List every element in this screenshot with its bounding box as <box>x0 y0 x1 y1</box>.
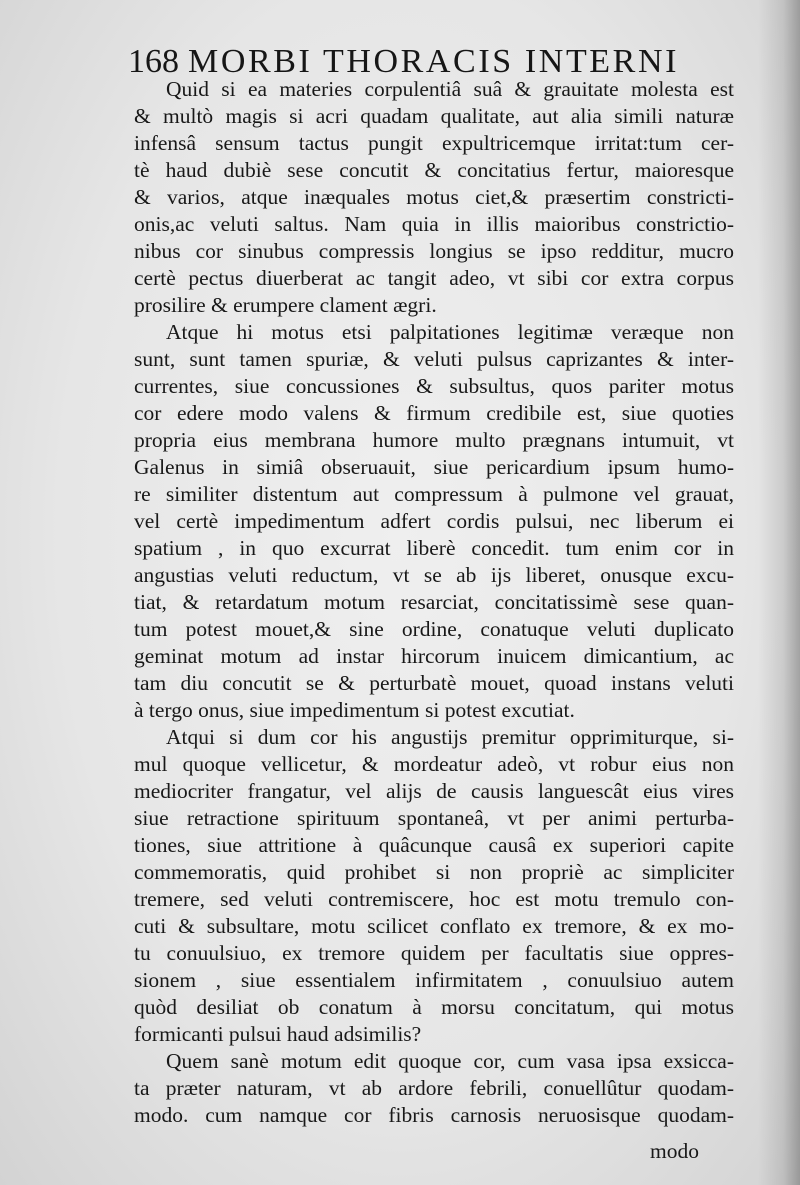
text-line: mul quoque vellicetur, & mordeatur adeò, vt robur eius non <box>134 752 734 776</box>
text-line: modo. cum namque cor fibris carnosis neruosisque quodam- <box>134 1103 734 1127</box>
text-line: Atque hi motus etsi palpitationes legitimæ veræque non <box>166 320 734 344</box>
text-line: nibus cor sinubus compressis longius se ipso redditur, mucro <box>134 239 734 263</box>
text-line: & varios, atque inæquales motus ciet,& præsertim constricti- <box>134 185 734 209</box>
text-line: certè pectus diuerberat ac tangit adeo, vt sibi cor extra corpus <box>134 266 734 290</box>
text-line: tam diu concutit se & perturbatè mouet, quoad instans veluti <box>134 671 734 695</box>
text-line: tiat, & retardatum motum resarciat, concitatissimè sese quan- <box>134 590 734 614</box>
text-line: propria eius membrana humore multo prægnans intumuit, vt <box>134 428 734 452</box>
text-line: currentes, siue concussiones & subsultus, quos pariter motus <box>134 374 734 398</box>
text-line: geminat motum ad instar hircorum inuicem dimicantium, ac <box>134 644 734 668</box>
text-line: & multò magis si acri quadam qualitate, aut alia simili naturæ <box>134 104 734 128</box>
text-line: prosilire & erumpere clament ægri. <box>134 293 437 317</box>
text-line: tum potest mouet,& sine ordine, conatuque veluti duplicato <box>134 617 734 641</box>
text-line: ta præter naturam, vt ab ardore febrili, conuellûtur quodam- <box>134 1076 734 1100</box>
text-line: spatium , in quo excurrat liberè concedit. tum enim cor in <box>134 536 734 560</box>
text-line: angustias veluti reductum, vt se ab ijs liberet, onusque excu- <box>134 563 734 587</box>
text-line: cor edere modo valens & firmum credibile est, siue quoties <box>134 401 734 425</box>
text-line: tiones, siue attritione à quâcunque causâ ex superiori capite <box>134 833 734 857</box>
text-line: tè haud dubiè sese concutit & concitatius fertur, maioresque <box>134 158 734 182</box>
text-line: re similiter distentum aut compressum à pulmone vel grauat, <box>134 482 734 506</box>
body-text <box>134 76 734 1129</box>
text-line: Atqui si dum cor his angustijs premitur opprimiturque, si- <box>166 725 734 749</box>
text-line: à tergo onus, siue impedimentum si potest excutiat. <box>134 698 575 722</box>
text-line: Quid si ea materies corpulentiâ suâ & grauitate molesta est <box>166 77 734 101</box>
text-line: commemoratis, quid prohibet si non propriè ac simpliciter <box>134 860 734 884</box>
running-head: MORBI THORACIS INTERNI <box>188 43 680 80</box>
page-gutter-shadow <box>758 0 800 1185</box>
text-line: sionem , siue essentialem infirmitatem , conuulsiuo autem <box>134 968 734 992</box>
text-line: tu conuulsiuo, ex tremore quidem per facultatis siue oppres- <box>134 941 734 965</box>
text-line: Galenus in simiâ obseruauit, siue pericardium ipsum humo- <box>134 455 734 479</box>
text-line: siue retractione spirituum spontaneâ, vt per animi perturba- <box>134 806 734 830</box>
text-line: onis,ac veluti saltus. Nam quia in illis maioribus constrictio- <box>134 212 734 236</box>
page-number: 168 <box>128 43 179 80</box>
text-line: infensâ sensum tactus pungit expultricemque irritat:tum cer- <box>134 131 734 155</box>
text-line: sunt, sunt tamen spuriæ, & veluti pulsus caprizantes & inter- <box>134 347 734 371</box>
text-line: quòd desiliat ob conatum à morsu concitatum, qui motus <box>134 995 734 1019</box>
text-line: cuti & subsultare, motu scilicet conflato ex tremore, & ex mo- <box>134 914 734 938</box>
text-line: vel certè impedimentum adfert cordis pulsui, nec liberum ei <box>134 509 734 533</box>
text-line: mediocriter frangatur, vel alijs de causis languescât eius vires <box>134 779 734 803</box>
text-line: formicanti pulsui haud adsimilis? <box>134 1022 422 1046</box>
catchword: modo <box>650 1139 699 1163</box>
text-line: tremere, sed veluti contremiscere, hoc est motu tremulo con- <box>134 887 734 911</box>
text-line: Quem sanè motum edit quoque cor, cum vasa ipsa exsicca- <box>166 1049 734 1073</box>
